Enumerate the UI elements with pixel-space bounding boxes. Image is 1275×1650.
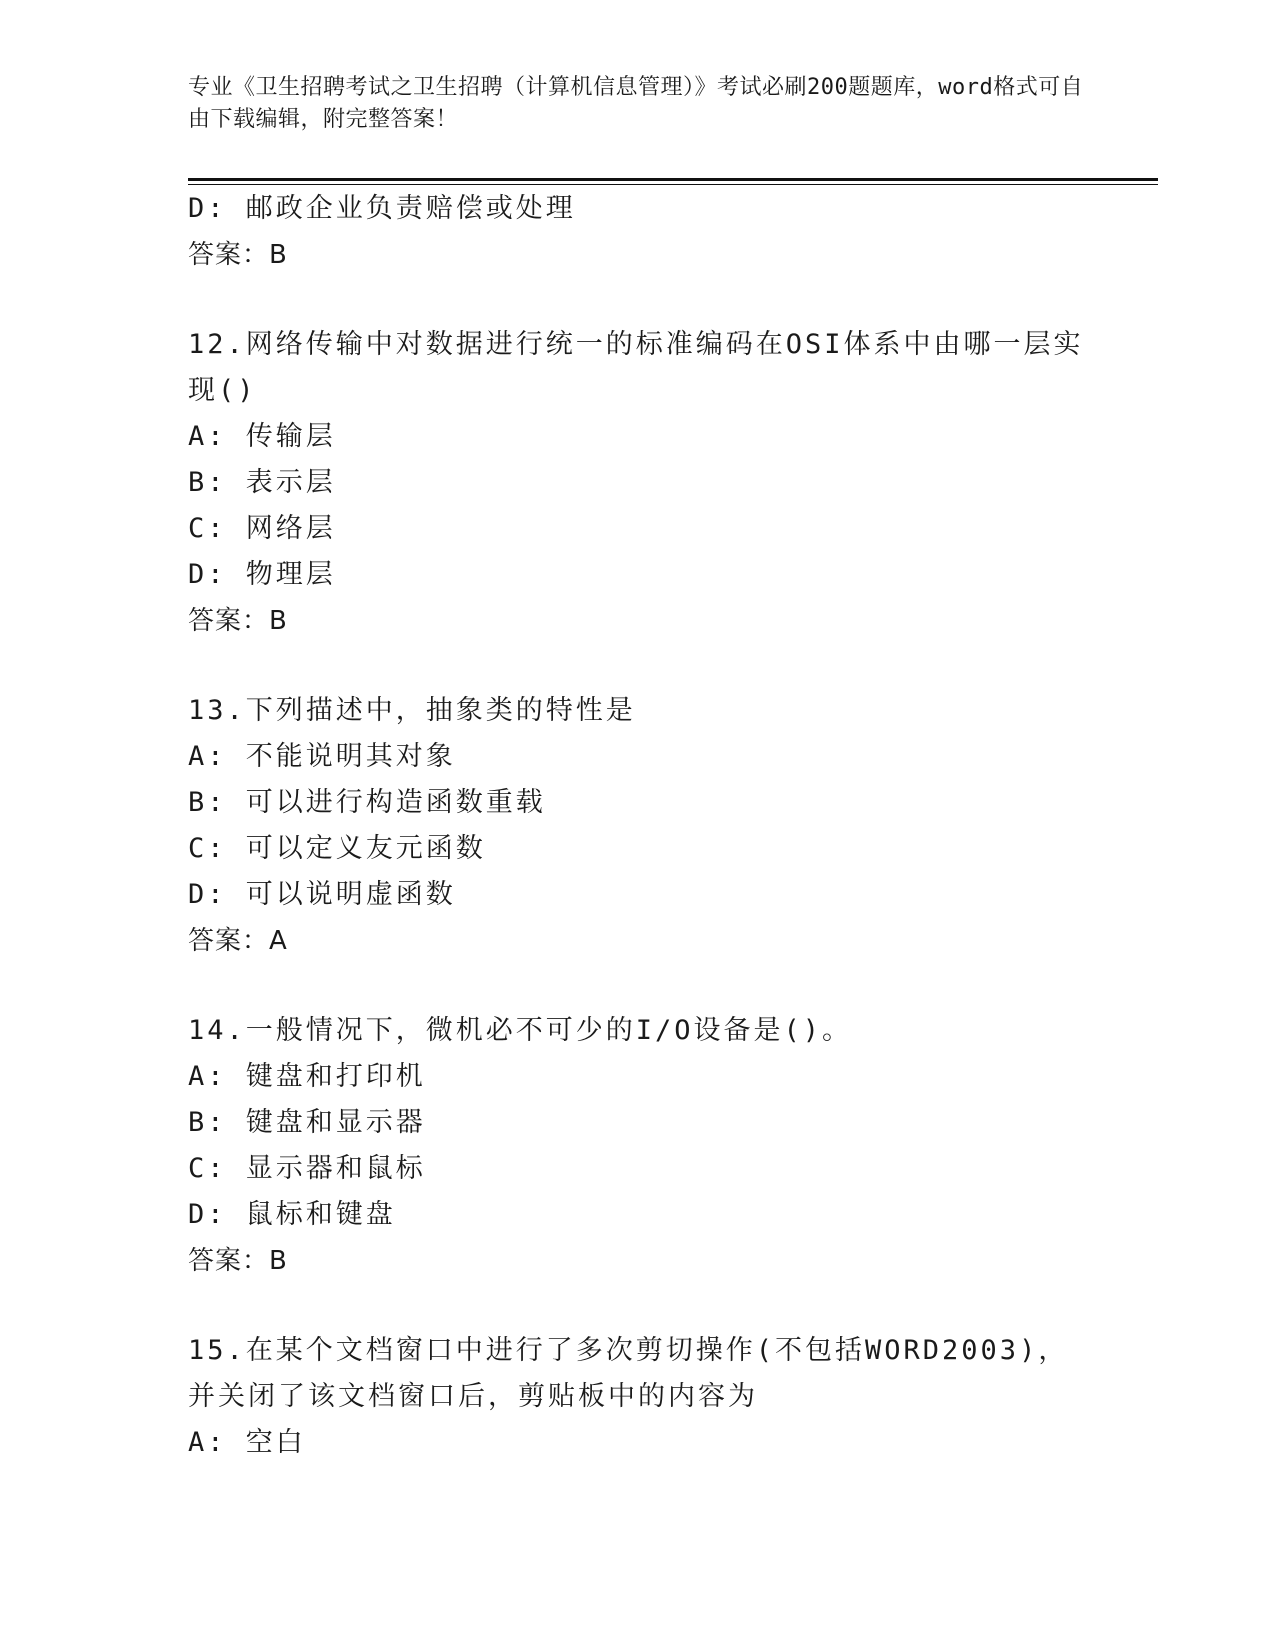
header-divider-thin	[188, 184, 1158, 185]
question-14	[188, 1008, 1088, 1284]
question-13	[188, 688, 1088, 964]
header-divider-thick	[188, 178, 1158, 181]
question-15	[188, 1328, 1088, 1466]
option-d: D: 邮政企业负责赔偿或处理	[188, 193, 576, 224]
question-text: 12.网络传输中对数据进行统一的标准编码在OSI体系中由哪一层实现()	[188, 329, 1084, 406]
question-text: 13.下列描述中，抽象类的特性是	[188, 695, 636, 726]
option-b: B: 可以进行构造函数重载	[188, 787, 546, 818]
answer-line: 答案：A	[188, 926, 288, 956]
option-a: A: 键盘和打印机	[188, 1061, 426, 1092]
option-c: C: 显示器和鼠标	[188, 1153, 426, 1184]
option-a: A: 空白	[188, 1427, 306, 1458]
option-a: A: 传输层	[188, 421, 336, 452]
question-text: 15.在某个文档窗口中进行了多次剪切操作(不包括WORD2003)，并关闭了该文档窗口后，剪贴板中的内容为	[188, 1335, 1069, 1412]
answer-line: 答案：B	[188, 1246, 288, 1276]
question-text: 14.一般情况下，微机必不可少的I/O设备是()。	[188, 1015, 853, 1046]
answer-line: 答案：B	[188, 606, 288, 636]
question-content	[188, 186, 1088, 1466]
option-b: B: 表示层	[188, 467, 336, 498]
option-d: D: 可以说明虚函数	[188, 879, 456, 910]
option-d: D: 鼠标和键盘	[188, 1199, 396, 1230]
previous-question-tail	[188, 186, 1088, 278]
option-a: A: 不能说明其对象	[188, 741, 456, 772]
option-b: B: 键盘和显示器	[188, 1107, 426, 1138]
question-12	[188, 322, 1088, 644]
document-header: 专业《卫生招聘考试之卫生招聘（计算机信息管理）》考试必刷200题题库，word格式可自由下载编辑，附完整答案！	[188, 75, 1084, 132]
option-d: D: 物理层	[188, 559, 336, 590]
option-c: C: 可以定义友元函数	[188, 833, 486, 864]
answer-line: 答案：B	[188, 240, 288, 270]
option-c: C: 网络层	[188, 513, 336, 544]
